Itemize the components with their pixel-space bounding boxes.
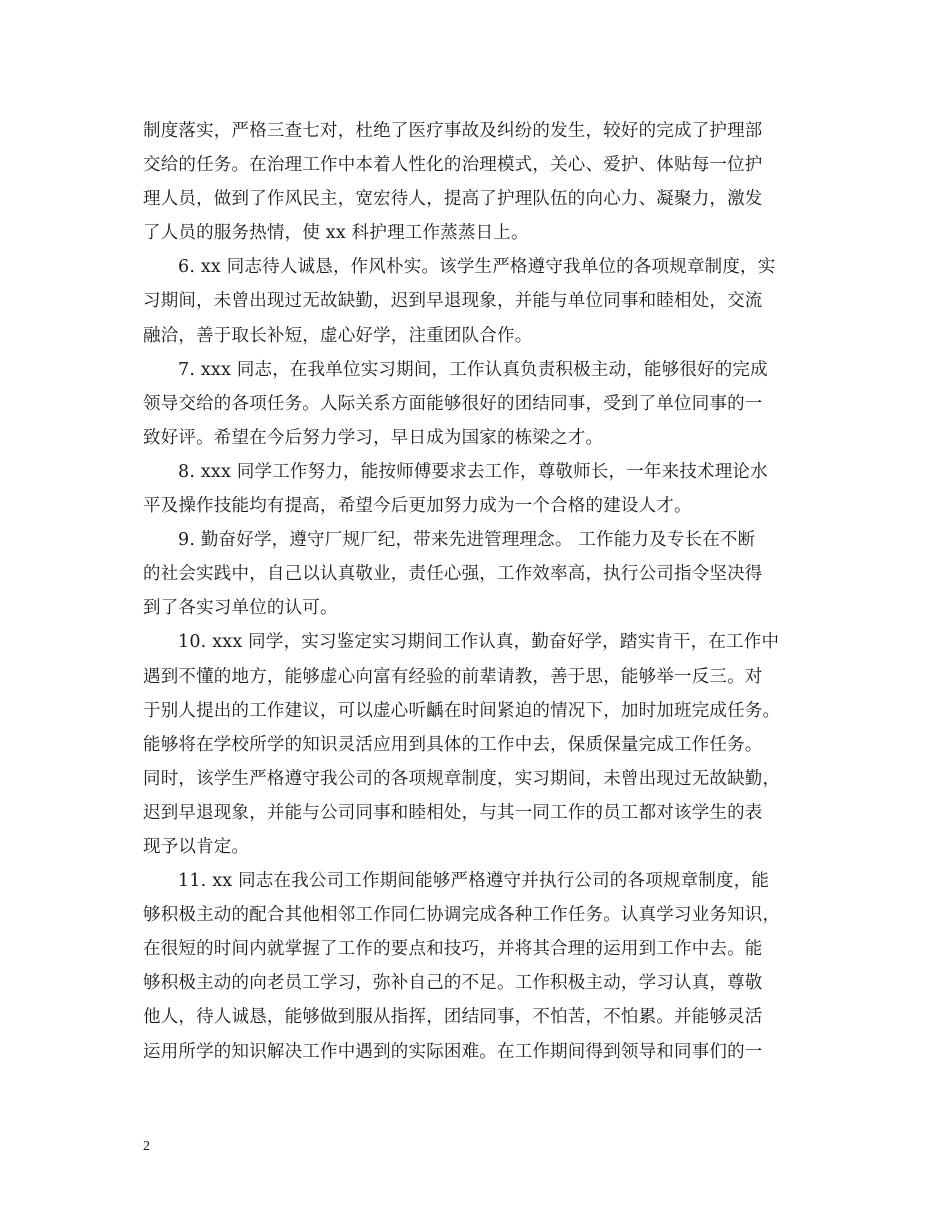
text-line: 在很短的时间内就掌握了工作的要点和技巧，并将其合理的运用到工作中去。能 [143, 939, 763, 960]
text-line: 了人员的服务热情，使 xx 科护理工作蒸蒸日上。 [143, 223, 529, 244]
text-line: 致好评。希望在今后努力学习，早日成为国家的栋梁之才。 [143, 427, 604, 448]
text-line: 理人员，做到了作风民主，宽宏待人，提高了护理队伍的向心力、凝聚力，激发 [143, 189, 763, 210]
text-line: 同时，该学生严格遵守我公司的各项规章制度，实习期间，未曾出现过无故缺勤， [143, 768, 781, 789]
text-line: 6. xx 同志待人诚恳，作风朴实。该学生严格遵守我单位的各项规章制度，实 [178, 257, 776, 278]
text-line: 于别人提出的工作建议，可以虚心听齲在时间紧迫的情况下，加时加班完成任务。 [143, 700, 781, 721]
text-line: 现予以肯定。 [143, 836, 250, 857]
text-line: 够积极主动的配合其他相邻工作同仁协调完成各种工作任务。认真学习业务知识， [143, 905, 781, 926]
text-line: 11. xx 同志在我公司工作期间能够严格遵守并执行公司的各项规章制度，能 [178, 871, 770, 892]
text-line: 领导交给的各项任务。人际关系方面能够很好的团结同事，受到了单位同事的一 [143, 393, 763, 414]
text-line: 遇到不懂的地方，能够虚心向富有经验的前辈请教，善于思，能够举一反三。对 [143, 666, 763, 687]
page-number: 2 [143, 1139, 150, 1154]
document-body [143, 114, 827, 1069]
text-line: 平及操作技能均有提高，希望今后更加努力成为一个合格的建设人才。 [143, 496, 692, 517]
text-line: 运用所学的知识解决工作中遇到的实际困难。在工作期间得到领导和同事们的一 [143, 1041, 763, 1062]
text-line: 9. 勤奋好学，遵守厂规厂纪，带来先进管理理念。 工作能力及专长在不断 [178, 530, 756, 551]
text-line: 习期间，未曾出现过无故缺勤，迟到早退现象，并能与单位同事和睦相处，交流 [143, 291, 763, 312]
text-line: 够积极主动的向老员工学习，弥补自己的不足。工作积极主动，学习认真，尊敬 [143, 973, 763, 994]
text-line: 他人，待人诚恳，能够做到服从指挥，团结同事，不怕苦，不怕累。并能够灵活 [143, 1007, 763, 1028]
text-line: 迟到早退现象，并能与公司同事和睦相处，与其一同工作的员工都对该学生的表 [143, 802, 763, 823]
text-line: 8. xxx 同学工作努力，能按师傅要求去工作，尊敬师长，一年来技术理论水 [178, 461, 768, 482]
text-line: 到了各实习单位的认可。 [143, 598, 338, 619]
text-line: 7. xxx 同志，在我单位实习期间，工作认真负责积极主动，能够很好的完成 [178, 359, 768, 380]
text-line: 10. xxx 同学，实习鉴定实习期间工作认真，勤奋好学，踏实肯干，在工作中 [178, 632, 780, 653]
text-line: 的社会实践中，自己以认真敬业，责任心强，工作效率高，执行公司指令坚决得 [143, 564, 763, 585]
text-line: 能够将在学校所学的知识灵活应用到具体的工作中去，保质保量完成工作任务。 [143, 734, 763, 755]
text-line: 交给的任务。在治理工作中本着人性化的治理模式，关心、爱护、体贴每一位护 [143, 155, 763, 176]
text-line: 制度落实，严格三查七对，杜绝了医疗事故及纠纷的发生，较好的完成了护理部 [143, 121, 763, 141]
text-line: 融洽，善于取长补短，虚心好学，注重团队合作。 [143, 325, 533, 346]
